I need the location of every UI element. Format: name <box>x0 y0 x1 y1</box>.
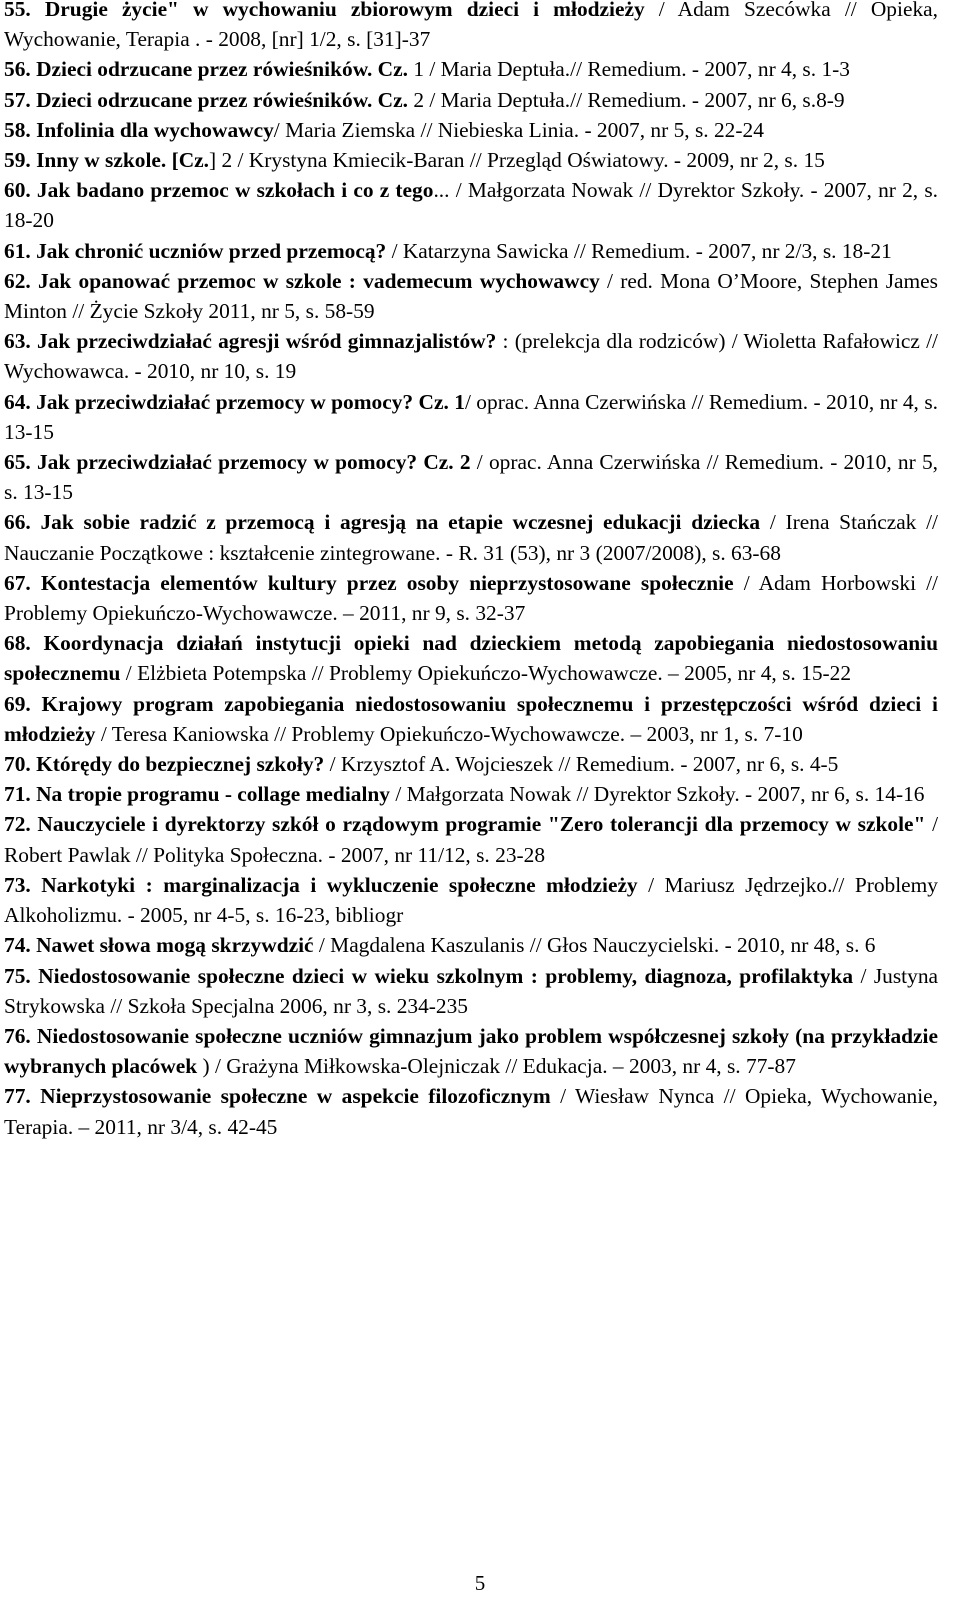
entry-details: / Justyna Strykowska // Szkoła Specjalna 2006, nr 3, s. 234-235 <box>4 963 939 1018</box>
bibliography-entry-60 <box>4 175 938 235</box>
entry-title: 67. Kontestacja elementów kultury przez osoby nieprzystosowane społecznie <box>4 570 734 595</box>
bibliography-list <box>4 0 938 1142</box>
entry-details: / Teresa Kaniowska // Problemy Opiekuńczo-Wychowawcze. – 2003, nr 1, s. 7-10 <box>95 721 803 746</box>
entry-details: 1 / Maria Deptuła.// Remedium. - 2007, nr 4, s. 1-3 <box>407 57 850 82</box>
entry-title: 61. Jak chronić uczniów przed przemocą? <box>4 238 387 263</box>
entry-title: 63. Jak przeciwdziałać agresji wśród gimnazjalistów? <box>4 329 497 354</box>
page-number: 5 <box>474 1571 486 1595</box>
bibliography-entry-68 <box>4 628 938 688</box>
entry-details: / Elżbieta Potempska // Problemy Opiekuńczo-Wychowawcze. – 2005, nr 4, s. 15-22 <box>120 661 852 686</box>
bibliography-entry-63 <box>4 326 938 386</box>
entry-details: / oprac. Anna Czerwińska // Remedium. - 2010, nr 5, s. 13-15 <box>4 450 938 505</box>
bibliography-entry-77 <box>4 1081 938 1141</box>
bibliography-entry-67 <box>4 568 938 628</box>
bibliography-entry-59 <box>4 145 938 175</box>
bibliography-entry-64 <box>4 387 938 447</box>
entry-title: 70. Którędy do bezpiecznej szkoły? <box>4 752 325 777</box>
entry-details: / Małgorzata Nowak // Dyrektor Szkoły. - 2007, nr 6, s. 14-16 <box>390 782 925 807</box>
entry-details: / Adam Horbowski // Problemy Opiekuńczo-Wychowawcze. – 2011, nr 9, s. 32-37 <box>4 570 938 626</box>
bibliography-entry-69 <box>4 689 938 749</box>
bibliography-entry-58 <box>4 115 938 145</box>
entry-title: 57. Dzieci odrzucane przez rówieśników. Cz. <box>4 87 408 112</box>
entry-details: / Maria Ziemska // Niebieska Linia. - 2007, nr 5, s. 22-24 <box>273 117 764 142</box>
bibliography-entry-57 <box>4 85 938 115</box>
entry-title: 64. Jak przeciwdziałać przemocy w pomocy? Cz. 1 <box>4 389 465 414</box>
entry-title: 72. Nauczyciele i dyrektorzy szkół o rządowym programie "Zero tolerancji dla przemocy w szkole" <box>4 812 926 837</box>
entry-details: 2 / Maria Deptuła.// Remedium. - 2007, nr 6, s.8-9 <box>407 87 845 112</box>
bibliography-entry-65 <box>4 447 938 507</box>
bibliography-entry-66 <box>4 507 938 567</box>
entry-title: 65. Jak przeciwdziałać przemocy w pomocy? Cz. 2 <box>4 450 471 475</box>
bibliography-entry-71 <box>4 779 938 809</box>
entry-details: / Irena Stańczak // Nauczanie Początkowe : kształcenie zintegrowane. - R. 31 (53), nr 3 (2007/2008), s. 63-68 <box>4 510 938 565</box>
entry-title: 60. Jak badano przemoc w szkołach i co z tego <box>4 178 434 203</box>
entry-details: / Adam Szecówka // Opieka, Wychowanie, Terapia . - 2008, [nr] 1/2, s. [31]-37 <box>4 0 938 52</box>
entry-title: 62. Jak opanować przemoc w szkole : vademecum wychowawcy <box>4 268 600 293</box>
entry-title: 77. Nieprzystosowanie społeczne w aspekcie filozoficznym <box>4 1084 551 1109</box>
entry-details: / Krzysztof A. Wojcieszek // Remedium. - 2007, nr 6, s. 4-5 <box>324 752 839 777</box>
entry-details: / Mariusz Jędrzejko.// Problemy Alkoholizmu. - 2005, nr 4-5, s. 16-23, bibliogr <box>4 872 938 928</box>
entry-title: 75. Niedostosowanie społeczne dzieci w wieku szkolnym : problemy, diagnoza, profilaktyka <box>4 963 854 988</box>
entry-title: 71. Na tropie programu - collage medialny <box>4 782 390 807</box>
entry-title: 55. Drugie życie" w wychowaniu zbiorowym dzieci i młodzieży <box>4 0 645 21</box>
entry-title: 68. Koordynacja działań instytucji opieki nad dzieckiem metodą zapobiegania niedostosowaniu społecznemu <box>4 631 938 686</box>
entry-title: 58. Infolinia dla wychowawcy <box>4 117 274 142</box>
bibliography-entry-70 <box>4 749 938 779</box>
bibliography-entry-61 <box>4 236 938 266</box>
entry-details: ] 2 / Krystyna Kmiecik-Baran // Przegląd Oświatowy. - 2009, nr 2, s. 15 <box>209 148 825 173</box>
entry-title: 69. Krajowy program zapobiegania niedostosowaniu społecznemu i przestępczości wśród dzieci i młodzieży <box>4 691 938 746</box>
entry-details: : (prelekcja dla rodziców) / Wioletta Rafałowicz // Wychowawca. - 2010, nr 10, s. 19 <box>4 329 938 384</box>
bibliography-entry-56 <box>4 54 938 84</box>
entry-title: 66. Jak sobie radzić z przemocą i agresją na etapie wczesnej edukacji dziecka <box>4 510 761 535</box>
entry-title: 59. Inny w szkole. [Cz. <box>4 148 209 173</box>
bibliography-entry-55 <box>4 0 938 54</box>
entry-title: 73. Narkotyki : marginalizacja i wykluczenie społeczne młodzieży <box>4 872 638 897</box>
bibliography-entry-62 <box>4 266 938 326</box>
bibliography-entry-73 <box>4 870 938 930</box>
bibliography-entry-75 <box>4 961 938 1021</box>
entry-details: / oprac. Anna Czerwińska // Remedium. - 2010, nr 4, s. 13-15 <box>4 389 938 444</box>
entry-details: ... / Małgorzata Nowak // Dyrektor Szkoły. - 2007, nr 2, s. 18-20 <box>4 178 938 233</box>
entry-details: / Wiesław Nynca // Opieka, Wychowanie, Terapia. – 2011, nr 3/4, s. 42-45 <box>4 1084 938 1139</box>
entry-details: / Magdalena Kaszulanis // Głos Nauczycielski. - 2010, nr 48, s. 6 <box>313 933 876 958</box>
bibliography-entry-72 <box>4 809 938 869</box>
entry-title: 76. Niedostosowanie społeczne uczniów gimnazjum jako problem współczesnej szkoły (na przykładzie wybranych placówek <box>4 1023 938 1079</box>
entry-title: 74. Nawet słowa mogą skrzywdzić <box>4 933 314 958</box>
entry-title: 56. Dzieci odrzucane przez rówieśników. Cz. <box>4 57 408 82</box>
entry-details: ) / Grażyna Miłkowska-Olejniczak // Edukacja. – 2003, nr 4, s. 77-87 <box>197 1054 796 1079</box>
entry-details: / Katarzyna Sawicka // Remedium. - 2007, nr 2/3, s. 18-21 <box>386 238 892 263</box>
entry-details: / red. Mona O’Moore, Stephen James Minton // Życie Szkoły 2011, nr 5, s. 58-59 <box>4 268 938 324</box>
entry-details: / Robert Pawlak // Polityka Społeczna. - 2007, nr 11/12, s. 23-28 <box>4 812 939 867</box>
bibliography-entry-76 <box>4 1021 938 1081</box>
bibliography-entry-74 <box>4 930 938 960</box>
